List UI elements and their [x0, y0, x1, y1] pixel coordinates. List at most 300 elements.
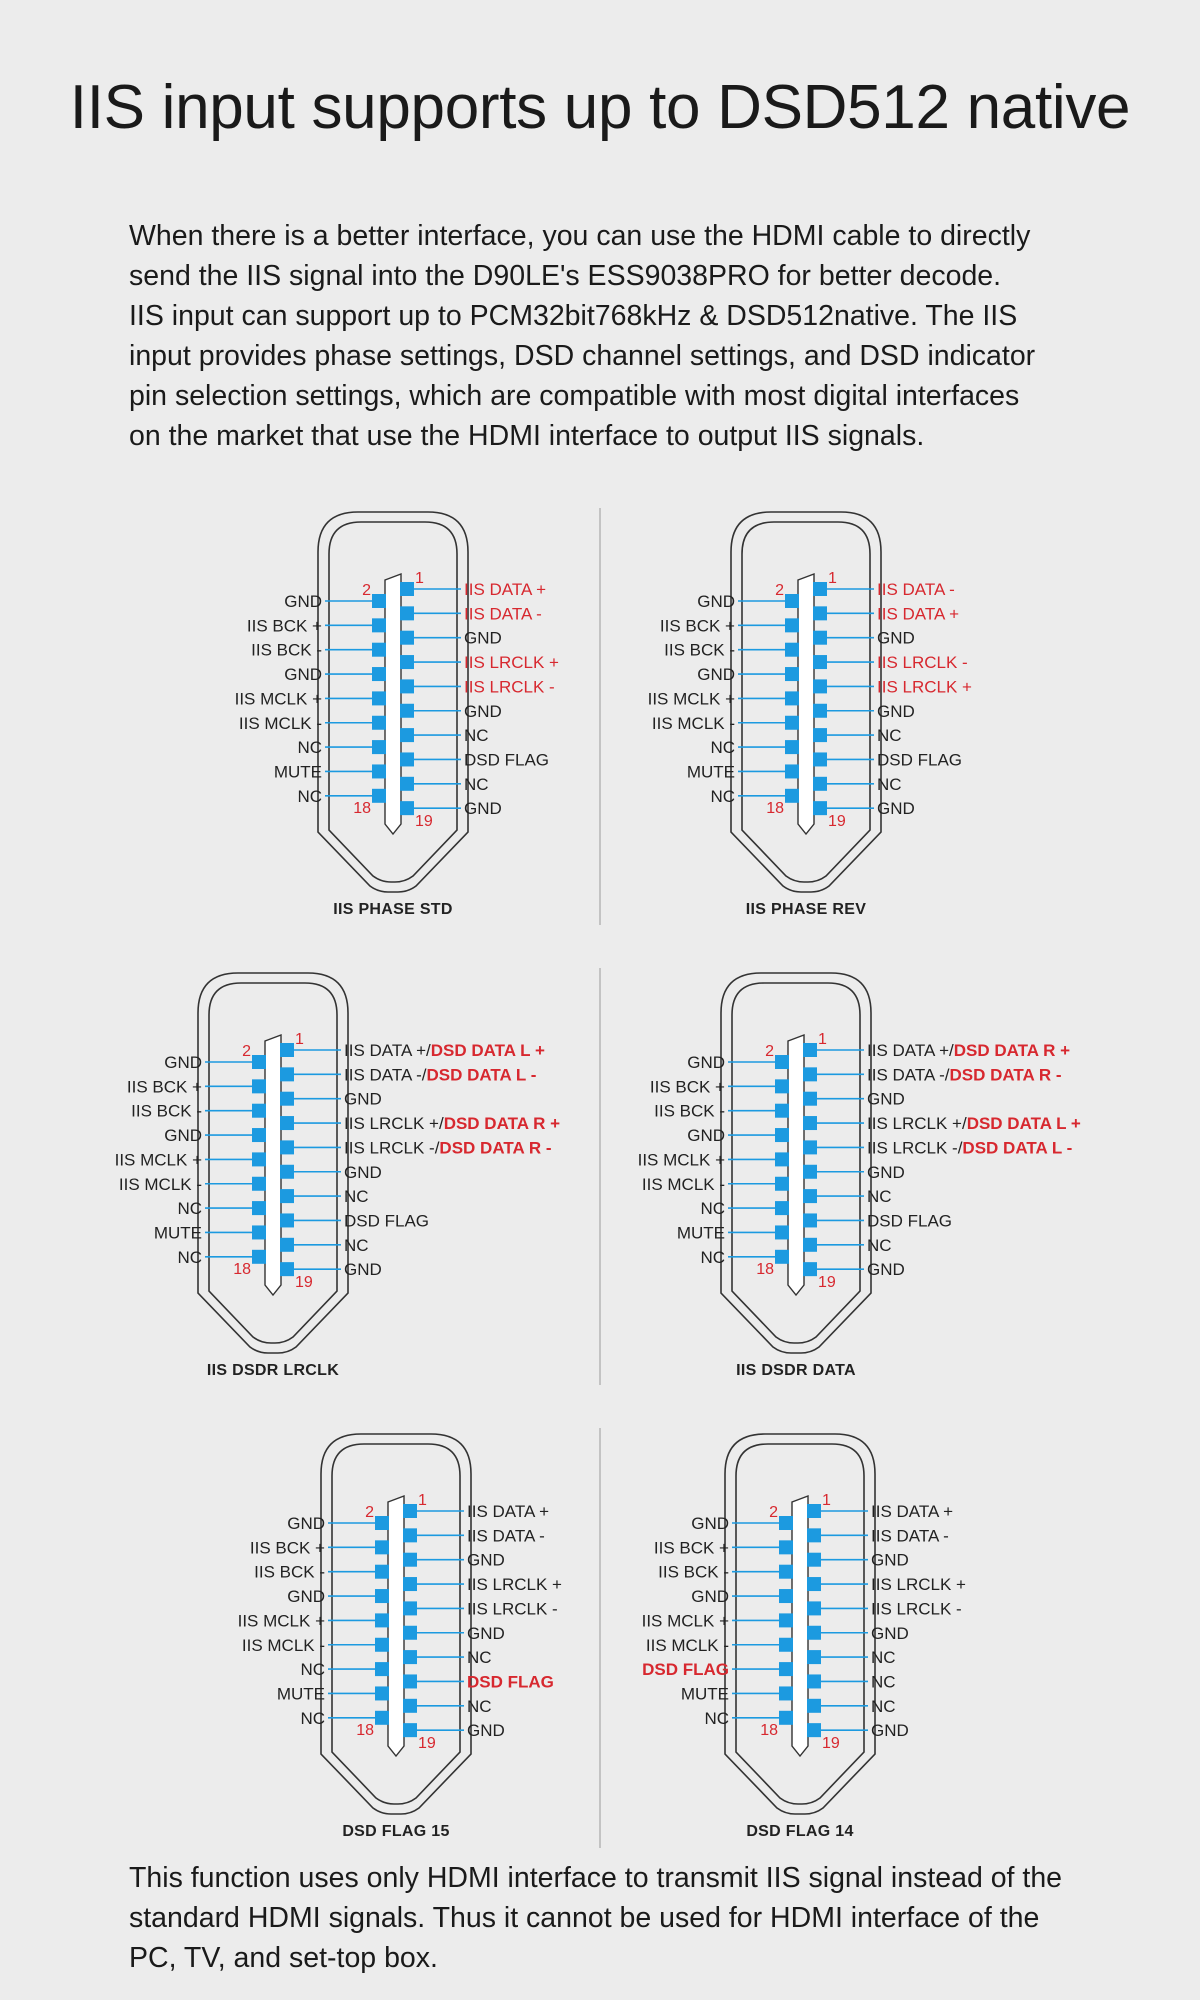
pin-pad: [375, 1711, 389, 1725]
pin-label: DSD FLAG: [642, 1660, 729, 1680]
pin-label-text: NC: [871, 1672, 896, 1692]
pin-label: [467, 1526, 545, 1545]
pin-label-text: DSD FLAG: [467, 1672, 554, 1692]
pin-pad: [785, 643, 799, 657]
pin-label-text: IIS LRCLK +/: [867, 1114, 967, 1134]
pin-pad: [280, 1043, 294, 1057]
pin-label: IIS MCLK +: [637, 1150, 725, 1170]
pin-label: [867, 1138, 1072, 1157]
pin-pad: [813, 631, 827, 645]
pin-label: [344, 1041, 545, 1060]
pin-number: 1: [415, 570, 424, 587]
connector-spine: [788, 1035, 804, 1295]
pin-label-text: NC: [344, 1235, 369, 1255]
pin-label-text: IIS LRCLK +: [467, 1575, 562, 1595]
pin-pad: [400, 801, 414, 815]
pin-pad: [813, 728, 827, 742]
pin-label: NC: [300, 1660, 325, 1680]
pin-label: GND: [687, 1126, 725, 1146]
pin-pad: [403, 1528, 417, 1542]
pin-label: IIS BCK +: [126, 1077, 202, 1097]
pin-label: [464, 775, 489, 794]
pin-label: IIS MCLK -: [641, 1174, 725, 1194]
pin-label: [344, 1163, 382, 1182]
pin-label: IIS MCLK +: [641, 1611, 729, 1631]
pin-label-text: IIS DATA -: [871, 1526, 949, 1546]
pin-pad: [372, 691, 386, 705]
pin-label: IIS MCLK +: [647, 689, 735, 709]
pin-label: NC: [700, 1247, 725, 1267]
intro-line: IIS input can support up to PCM32bit768kHz & DSD512native. The IIS: [129, 300, 1018, 332]
pin-label: [877, 653, 968, 672]
pin-label: GND: [284, 665, 322, 685]
pin-label-text: IIS LRCLK -: [464, 677, 555, 697]
pin-pad: [803, 1043, 817, 1057]
pin-pad: [372, 618, 386, 632]
pin-label: [877, 775, 902, 794]
pin-pad: [372, 643, 386, 657]
pin-label: IIS MCLK +: [234, 689, 322, 709]
pin-pad: [400, 606, 414, 620]
pin-label-text: IIS DATA +: [467, 1502, 550, 1521]
pin-label-text: IIS DATA -: [877, 580, 955, 599]
pin-number: 18: [233, 1261, 251, 1278]
pin-label: [867, 1163, 905, 1182]
pin-label: [877, 604, 959, 623]
connector-spine: [388, 1496, 404, 1756]
pin-label: IIS MCLK -: [241, 1635, 325, 1655]
pin-pad: [775, 1225, 789, 1239]
pin-label-text: GND: [464, 628, 502, 648]
pin-label-text: IIS DATA -/: [344, 1065, 427, 1085]
pin-label: [467, 1551, 505, 1570]
pin-label: [467, 1721, 505, 1740]
pin-label: [871, 1697, 896, 1716]
pin-label: [344, 1090, 382, 1109]
pin-label-text: IIS LRCLK -: [877, 653, 968, 673]
pin-label: [867, 1065, 1062, 1084]
pin-number: 18: [766, 800, 784, 817]
pin-label: MUTE: [680, 1684, 729, 1704]
pin-label: NC: [710, 786, 735, 806]
pin-label-dsd: DSD DATA L -: [962, 1138, 1073, 1158]
pin-label: GND: [691, 1587, 729, 1607]
pin-label-text: GND: [867, 1089, 905, 1109]
pin-label-text: NC: [464, 726, 489, 746]
pin-pad: [813, 777, 827, 791]
pin-label: IIS MCLK -: [645, 1635, 729, 1655]
pin-label-text: IIS DATA -/: [867, 1065, 950, 1085]
pin-pad: [775, 1152, 789, 1166]
pin-pad: [252, 1177, 266, 1191]
pin-label: IIS BCK -: [654, 1101, 725, 1121]
pin-number: 18: [760, 1722, 778, 1739]
pin-pad: [803, 1092, 817, 1106]
pin-label-text: IIS LRCLK -/: [344, 1138, 440, 1158]
pin-pad: [375, 1638, 389, 1652]
connector-spine: [792, 1496, 808, 1756]
pin-label: IIS MCLK +: [237, 1611, 325, 1631]
pin-pad: [813, 679, 827, 693]
hdmi-pinout-diagram: [115, 973, 560, 1379]
pin-label-text: GND: [344, 1260, 382, 1280]
pin-label-text: DSD FLAG: [344, 1211, 430, 1231]
pin-label-text: GND: [867, 1260, 905, 1280]
pin-label: [467, 1599, 558, 1618]
pin-label: [867, 1236, 892, 1255]
diagram-caption: DSD FLAG 14: [746, 1823, 854, 1840]
pin-pad: [280, 1165, 294, 1179]
pin-label-text: GND: [467, 1721, 505, 1741]
note-line: PC, TV, and set-top box.: [129, 1942, 438, 1974]
pin-label: IIS BCK -: [131, 1101, 202, 1121]
pin-label: [467, 1502, 549, 1521]
pin-label-text: NC: [464, 774, 489, 794]
pin-pad: [779, 1589, 793, 1603]
pin-label: [344, 1065, 536, 1084]
pin-pad: [775, 1079, 789, 1093]
pin-pad: [775, 1201, 789, 1215]
pin-pad: [785, 667, 799, 681]
pin-pad: [400, 728, 414, 742]
pin-number: 2: [365, 1504, 374, 1521]
pin-label-text: GND: [871, 1550, 909, 1570]
pin-pad: [375, 1686, 389, 1700]
pin-label: GND: [697, 665, 735, 685]
pin-label: IIS BCK +: [659, 616, 735, 636]
pin-pad: [813, 655, 827, 669]
pin-label: [867, 1211, 952, 1230]
pin-number: 19: [415, 813, 433, 830]
pin-pad: [375, 1540, 389, 1554]
diagram-caption: IIS PHASE STD: [333, 901, 453, 918]
pin-label-text: IIS DATA -: [464, 604, 542, 624]
pin-label-text: NC: [467, 1696, 492, 1716]
pin-pad: [803, 1165, 817, 1179]
pin-label-dsd: DSD DATA R +: [953, 1041, 1071, 1060]
pin-label: IIS MCLK -: [651, 713, 735, 733]
pin-pad: [375, 1565, 389, 1579]
pin-pad: [280, 1213, 294, 1227]
pin-pad: [372, 789, 386, 803]
pin-label: MUTE: [153, 1223, 202, 1243]
pin-pad: [803, 1189, 817, 1203]
pin-label: NC: [700, 1199, 725, 1219]
pin-pad: [803, 1213, 817, 1227]
pin-label-text: IIS LRCLK -: [467, 1599, 558, 1619]
pin-label: IIS BCK +: [649, 1077, 725, 1097]
pin-pad: [372, 594, 386, 608]
pin-label: [344, 1236, 369, 1255]
pin-label: [871, 1575, 966, 1594]
pin-pad: [403, 1553, 417, 1567]
pin-pad: [252, 1079, 266, 1093]
pin-label: [467, 1624, 505, 1643]
pin-pad: [785, 691, 799, 705]
pin-pad: [807, 1699, 821, 1713]
diagram-caption: IIS PHASE REV: [745, 901, 867, 918]
pin-label-text: NC: [344, 1187, 369, 1207]
pin-label: NC: [300, 1708, 325, 1728]
pin-pad: [403, 1723, 417, 1737]
pin-pad: [372, 740, 386, 754]
pin-pad: [280, 1238, 294, 1252]
pin-label: NC: [704, 1708, 729, 1728]
pin-label-text: DSD FLAG: [867, 1211, 953, 1231]
pin-pad: [280, 1067, 294, 1081]
pin-pad: [400, 777, 414, 791]
pin-pad: [372, 667, 386, 681]
pin-pad: [785, 594, 799, 608]
pin-label-text: GND: [467, 1550, 505, 1570]
pin-label-text: DSD FLAG: [464, 750, 550, 770]
pin-label-dsd: DSD DATA R -: [439, 1138, 552, 1158]
pin-label: GND: [287, 1514, 325, 1533]
pin-label: NC: [297, 786, 322, 806]
pin-label: [871, 1551, 909, 1570]
pin-label-text: IIS DATA +: [464, 580, 547, 599]
pin-label-text: IIS LRCLK +: [877, 677, 972, 697]
pin-pad: [803, 1262, 817, 1276]
pin-label-text: IIS LRCLK -/: [867, 1138, 963, 1158]
pin-label-dsd: DSD DATA L +: [966, 1114, 1081, 1134]
pin-label: IIS BCK -: [254, 1562, 325, 1582]
pin-pad: [785, 789, 799, 803]
pin-number: 1: [822, 1492, 831, 1509]
pin-label: [867, 1187, 892, 1206]
pin-pad: [372, 764, 386, 778]
pin-label: GND: [691, 1514, 729, 1533]
pin-pad: [400, 679, 414, 693]
pin-label-dsd: DSD DATA L -: [426, 1065, 537, 1085]
pin-label: GND: [697, 592, 735, 611]
pin-number: 1: [818, 1031, 827, 1048]
pin-label: NC: [177, 1199, 202, 1219]
pin-pad: [779, 1516, 793, 1530]
pin-label-text: NC: [867, 1187, 892, 1207]
diagram-caption: IIS DSDR DATA: [736, 1362, 856, 1379]
pin-pad: [779, 1613, 793, 1627]
pin-label: IIS BCK +: [653, 1538, 729, 1558]
hdmi-pinout-diagram: [648, 512, 972, 918]
pin-label: [467, 1575, 562, 1594]
pin-label: [867, 1260, 905, 1279]
pin-label: [344, 1114, 560, 1133]
pin-label-text: IIS DATA +/: [867, 1041, 954, 1060]
pin-number: 2: [242, 1043, 251, 1060]
pin-pad: [779, 1662, 793, 1676]
pin-pad: [813, 752, 827, 766]
pin-label: [464, 750, 549, 769]
pin-number: 19: [818, 1274, 836, 1291]
pin-label: GND: [164, 1053, 202, 1072]
pin-label: [467, 1672, 554, 1691]
pin-label-text: IIS LRCLK +/: [344, 1114, 444, 1134]
page-title: IIS input supports up to DSD512 native: [69, 73, 1131, 142]
pin-label: GND: [287, 1587, 325, 1607]
pin-pad: [807, 1601, 821, 1615]
pin-pad: [813, 704, 827, 718]
pin-pad: [785, 740, 799, 754]
pin-label: IIS MCLK -: [118, 1174, 202, 1194]
pin-pad: [403, 1626, 417, 1640]
pin-label-text: NC: [871, 1648, 896, 1668]
pin-number: 19: [828, 813, 846, 830]
pin-label: IIS MCLK -: [238, 713, 322, 733]
pin-label: [467, 1648, 492, 1667]
pin-pad: [775, 1055, 789, 1069]
pin-pad: [775, 1128, 789, 1142]
pin-pad: [375, 1613, 389, 1627]
pin-pad: [280, 1092, 294, 1106]
pin-label: [871, 1599, 962, 1618]
pin-pad: [403, 1699, 417, 1713]
pin-label-text: GND: [464, 701, 502, 721]
pin-label-text: IIS DATA -: [467, 1526, 545, 1546]
pin-label: [464, 702, 502, 721]
pin-label-text: GND: [877, 799, 915, 819]
pin-pad: [775, 1177, 789, 1191]
pin-number: 19: [822, 1735, 840, 1752]
pin-pad: [785, 716, 799, 730]
pin-pad: [280, 1116, 294, 1130]
diagram-caption: DSD FLAG 15: [342, 1823, 450, 1840]
pin-label: [877, 677, 972, 696]
pin-pad: [252, 1225, 266, 1239]
hdmi-pinout-diagram: [238, 1434, 562, 1840]
pin-label: [867, 1041, 1070, 1060]
pin-label: IIS BCK -: [658, 1562, 729, 1582]
pin-label: [344, 1187, 369, 1206]
pin-pad: [372, 716, 386, 730]
pin-label-text: NC: [871, 1696, 896, 1716]
pin-pad: [785, 764, 799, 778]
pin-pad: [807, 1553, 821, 1567]
intro-line: on the market that use the HDMI interface to output IIS signals.: [129, 420, 925, 452]
pin-label: IIS BCK +: [246, 616, 322, 636]
pin-pad: [785, 618, 799, 632]
pin-label: NC: [297, 738, 322, 758]
pin-label-text: IIS DATA +: [871, 1502, 954, 1521]
intro-line: input provides phase settings, DSD channel settings, and DSD indicator: [129, 340, 1036, 372]
pin-number: 18: [353, 800, 371, 817]
pin-pad: [375, 1662, 389, 1676]
pin-label: [871, 1648, 896, 1667]
connector-spine: [265, 1035, 281, 1295]
pin-pad: [375, 1589, 389, 1603]
pin-pad: [807, 1504, 821, 1518]
intro-line: When there is a better interface, you can use the HDMI cable to directly: [129, 220, 1031, 252]
pin-label: [871, 1672, 896, 1691]
pin-label-dsd: DSD DATA R -: [949, 1065, 1062, 1085]
pin-pad: [403, 1674, 417, 1688]
pin-number: 2: [765, 1043, 774, 1060]
pin-label-text: GND: [867, 1162, 905, 1182]
pin-label: [877, 629, 915, 648]
pin-number: 1: [295, 1031, 304, 1048]
pin-label-text: NC: [877, 774, 902, 794]
pin-label: [871, 1502, 953, 1521]
pin-label: [877, 726, 902, 745]
pin-label-text: GND: [464, 799, 502, 819]
pin-pad: [252, 1250, 266, 1264]
pin-pad: [252, 1128, 266, 1142]
pin-label-text: DSD FLAG: [877, 750, 963, 770]
pin-pad: [400, 704, 414, 718]
pin-label: IIS MCLK +: [114, 1150, 202, 1170]
pin-pad: [400, 631, 414, 645]
pin-label-text: GND: [344, 1162, 382, 1182]
pin-label: [871, 1526, 949, 1545]
pin-pad: [779, 1711, 793, 1725]
pin-label: [464, 580, 546, 599]
pin-pad: [403, 1650, 417, 1664]
pin-pad: [803, 1238, 817, 1252]
pin-pad: [807, 1577, 821, 1591]
pin-label: [877, 799, 915, 818]
pin-label: [464, 677, 555, 696]
pin-label: [877, 702, 915, 721]
pin-label-text: IIS LRCLK +: [871, 1575, 966, 1595]
pin-pad: [252, 1201, 266, 1215]
pin-pad: [779, 1540, 793, 1554]
pin-pad: [400, 752, 414, 766]
pin-label: [867, 1114, 1081, 1133]
pin-pad: [807, 1626, 821, 1640]
pin-label-text: GND: [467, 1623, 505, 1643]
intro-line: send the IIS signal into the D90LE's ESS9038PRO for better decode.: [129, 260, 1002, 292]
pin-label-text: IIS DATA +: [877, 604, 960, 624]
pin-label-text: GND: [871, 1623, 909, 1643]
pin-pad: [403, 1601, 417, 1615]
pin-label-text: NC: [867, 1235, 892, 1255]
pin-label: IIS BCK -: [664, 640, 735, 660]
pin-label-text: GND: [871, 1721, 909, 1741]
pin-pad: [813, 606, 827, 620]
pin-number: 18: [756, 1261, 774, 1278]
pin-pad: [807, 1650, 821, 1664]
note-paragraph: [129, 1858, 1129, 1978]
pin-label: MUTE: [676, 1223, 725, 1243]
pin-number: 2: [775, 582, 784, 599]
pin-number: 1: [418, 1492, 427, 1509]
pin-label: [464, 799, 502, 818]
pin-pad: [252, 1104, 266, 1118]
pin-label: [877, 580, 955, 599]
pin-pad: [775, 1104, 789, 1118]
pin-pad: [813, 801, 827, 815]
pin-pad: [280, 1189, 294, 1203]
pin-pad: [252, 1152, 266, 1166]
pin-label-dsd: DSD DATA R +: [443, 1114, 561, 1134]
note-line: This function uses only HDMI interface to transmit IIS signal instead of the: [129, 1862, 1063, 1894]
pin-pad: [803, 1067, 817, 1081]
hdmi-pinout-diagram: [638, 973, 1081, 1379]
pin-pad: [807, 1528, 821, 1542]
pin-label: [344, 1260, 382, 1279]
pin-label: NC: [710, 738, 735, 758]
pin-label: NC: [177, 1247, 202, 1267]
pin-label: MUTE: [686, 762, 735, 782]
pin-label: GND: [284, 592, 322, 611]
pin-label-text: NC: [467, 1648, 492, 1668]
pin-pad: [252, 1055, 266, 1069]
pin-label: [871, 1624, 909, 1643]
pin-pad: [775, 1250, 789, 1264]
pin-label: [344, 1211, 429, 1230]
pin-label-text: IIS LRCLK +: [464, 653, 559, 673]
pin-pad: [803, 1116, 817, 1130]
